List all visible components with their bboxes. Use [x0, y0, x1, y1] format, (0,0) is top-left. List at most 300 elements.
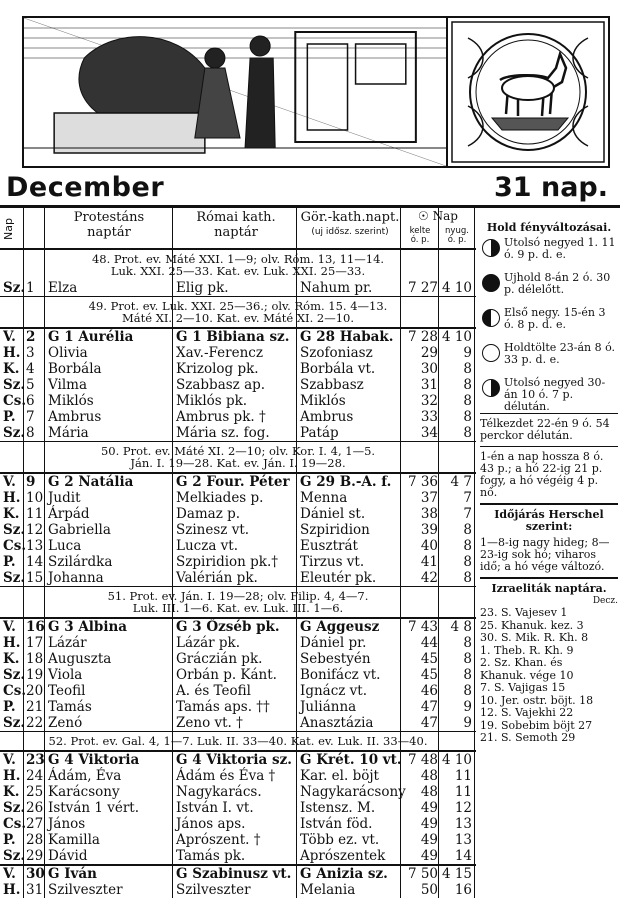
day-gor: Tirzus vt. [300, 554, 365, 570]
day-num: 10 [26, 490, 44, 506]
day-set: 13 [454, 832, 472, 848]
moon-phase-text: Első negy. 15-én 3 ó. 8 p. d. e. [504, 306, 606, 331]
day-rom: Xav.-Ferencz [176, 345, 263, 361]
day-prot: János [48, 816, 86, 832]
day-set: 8 [463, 683, 472, 699]
day-day: Sz. [3, 425, 26, 441]
calendar-day-row [0, 409, 476, 425]
day-day: Sz. [3, 377, 26, 393]
day-rise: 48 [420, 768, 438, 784]
day-day: P. [3, 409, 16, 425]
day-rise: 47 [420, 715, 438, 731]
calendar-day-row [0, 377, 476, 393]
day-set: 14 [454, 848, 472, 864]
day-num: 12 [26, 522, 44, 538]
day-set: 8 [463, 522, 472, 538]
moon-phase-text: Holdtölte 23-án 8 ó. 33 p. d. e. [504, 341, 616, 366]
day-num: 26 [26, 800, 44, 816]
table-header [0, 208, 476, 249]
day-rise: 45 [420, 651, 438, 667]
day-rise: 49 [420, 832, 438, 848]
jewish-calendar-item: 23. S. Vajesev 1 [480, 606, 568, 619]
day-set: 4 10 [441, 752, 472, 768]
day-day: K. [3, 361, 20, 377]
jewish-calendar-title: Izraeliták naptára. [491, 582, 607, 595]
day-rise: 49 [420, 800, 438, 816]
day-prot: G 4 Viktoria [48, 752, 140, 768]
day-num: 21 [26, 699, 44, 715]
calendar-day-row [0, 361, 476, 377]
calendar-day-row [0, 393, 476, 409]
capricorn-goat-emblem [448, 18, 608, 166]
day-set: 7 [463, 490, 472, 506]
day-rise: 7 43 [407, 619, 438, 635]
day-day: K. [3, 784, 20, 800]
day-day: P. [3, 832, 16, 848]
day-num: 3 [26, 345, 35, 361]
day-day: H. [3, 490, 21, 506]
day-gor: Szpiridion [300, 522, 370, 538]
day-set: 7 [463, 506, 472, 522]
day-rom: Szinesz vt. [176, 522, 250, 538]
day-day: V. [3, 619, 16, 635]
day-rom: G 2 Four. Péter [176, 474, 290, 490]
day-num: 27 [26, 816, 44, 832]
day-day: Sz. [3, 715, 26, 731]
jewish-calendar-item: 30. S. Mik. R. Kh. 8 [480, 631, 589, 644]
jewish-calendar-list [480, 607, 618, 745]
day-day: Cs. [3, 393, 27, 409]
day-prot: Elza [48, 280, 78, 296]
day-day: V. [3, 866, 16, 882]
day-gor: Dániel pr. [300, 635, 367, 651]
moon-phase-text: Utolsó negyed 1. 11 ó. 9 p. d. e. [504, 236, 616, 261]
day-set: 4 10 [441, 280, 472, 296]
day-day: K. [3, 506, 20, 522]
day-gor: Miklós [300, 393, 346, 409]
day-rise: 46 [420, 683, 438, 699]
day-set: 11 [454, 768, 472, 784]
moon-phase [480, 237, 618, 269]
day-prot: G 3 Albina [48, 619, 128, 635]
moon-phase [480, 307, 618, 339]
day-prot: Kamilla [48, 832, 100, 848]
gospel-reading: 50. Prot. ev. Máté XI. 2—10; olv. Kor. I. 4, 1—5. Ján. I. 19—28. Kat. ev. Ján. I. 19—28. [0, 441, 476, 472]
day-num: 11 [26, 506, 44, 522]
gospel-reading: 48. Prot. ev. Máté XXI. 1—9; olv. Róm. 13, 11—14. Luk. XXI. 25—33. Kat. ev. Luk. XXI. 25—33. [0, 249, 476, 280]
calendar-day-row [0, 882, 476, 898]
christmas-scene-illustration [24, 18, 448, 166]
calendar-day-row [0, 327, 476, 345]
gospel-reading: 51. Prot. ev. Ján. I. 19—28; olv. Filip. 4, 4—7. Luk. III. 1—6. Kat. ev. Luk. III. 1—6. [0, 586, 476, 617]
day-rise: 7 48 [407, 752, 438, 768]
calendar-day-row [0, 617, 476, 635]
calendar-day-row [0, 816, 476, 832]
calendar-day-row [0, 864, 476, 882]
day-day: Cs. [3, 816, 27, 832]
day-prot: Szilveszter [48, 882, 123, 898]
day-gor: G 28 Habak. [300, 329, 394, 345]
header-illustration [22, 16, 610, 168]
calendar-day-row [0, 472, 476, 490]
day-num: 14 [26, 554, 44, 570]
day-prot: Viola [48, 667, 83, 683]
day-gor: Borbála vt. [300, 361, 376, 377]
day-day: Sz. [3, 280, 26, 296]
day-set: 8 [463, 635, 472, 651]
day-rise: 47 [420, 699, 438, 715]
calendar-day-row [0, 715, 476, 731]
jewish-calendar-month: Decz. [592, 596, 618, 606]
sun-icon: ☉ [418, 209, 429, 223]
day-rom: Lucza vt. [176, 538, 239, 554]
day-gor: Szabbasz [300, 377, 364, 393]
day-rom: Mária sz. fog. [176, 425, 270, 441]
calendar-table [0, 208, 476, 898]
moon-phases-title: Hold fényváltozásai. [486, 221, 612, 234]
day-day: H. [3, 882, 21, 898]
day-rise: 41 [420, 554, 438, 570]
calendar-day-row [0, 554, 476, 570]
day-set: 8 [463, 361, 472, 377]
day-set: 4 8 [450, 619, 472, 635]
day-day: Sz. [3, 848, 26, 864]
day-prot: G 2 Natália [48, 474, 134, 490]
day-day: Sz. [3, 522, 26, 538]
day-set: 8 [463, 667, 472, 683]
last-quarter-moon-icon [482, 239, 500, 257]
calendar-day-row [0, 570, 476, 586]
day-set: 8 [463, 538, 472, 554]
day-gor: Kar. el. böjt [300, 768, 379, 784]
day-day: Sz. [3, 667, 26, 683]
day-rom: Tamás aps. †† [176, 699, 270, 715]
day-rom: Valérián pk. [176, 570, 258, 586]
jewish-calendar-item: 19. Sobebim böjt 27 [480, 718, 593, 732]
calendar-day-row [0, 768, 476, 784]
day-day: P. [3, 699, 16, 715]
calendar-day-row [0, 683, 476, 699]
day-num: 20 [26, 683, 44, 699]
day-rise: 39 [420, 522, 438, 538]
day-num: 30 [26, 866, 45, 882]
day-rom: Szilveszter [176, 882, 251, 898]
day-day: V. [3, 474, 16, 490]
day-rise: 48 [420, 784, 438, 800]
day-set: 8 [463, 393, 472, 409]
weather-title: Időjárás Herschel szerint: [494, 508, 604, 533]
day-rom: Krizolog pk. [176, 361, 259, 377]
day-gor: Menna [300, 490, 348, 506]
day-num: 15 [26, 570, 44, 586]
day-set: 8 [463, 425, 472, 441]
calendar-day-row [0, 635, 476, 651]
day-day: V. [3, 752, 16, 768]
day-rom: Elig pk. [176, 280, 229, 296]
calendar-day-row [0, 345, 476, 361]
day-gor: Juliánna [300, 699, 357, 715]
month-title: December [6, 172, 165, 203]
day-prot: István 1 vért. [48, 800, 140, 816]
day-rom: Szabbasz ap. [176, 377, 266, 393]
day-gor: Sebestyén [300, 651, 371, 667]
day-num: 29 [26, 848, 44, 864]
day-num: 7 [26, 409, 35, 425]
day-day: K. [3, 651, 20, 667]
day-prot: Judit [48, 490, 81, 506]
day-gor: G Krét. 10 vt. [300, 752, 402, 768]
day-rise: 31 [420, 377, 438, 393]
day-day: Sz. [3, 800, 26, 816]
day-set: 8 [463, 377, 472, 393]
day-prot: Vilma [48, 377, 87, 393]
day-day: P. [3, 554, 16, 570]
day-gor: Nagykarácsony [300, 784, 406, 800]
sidebar [480, 208, 618, 745]
gospel-reading: 52. Prot. ev. Gal. 4, 1—7. Luk. II. 33—40. Kat. ev. Luk. II. 33—40. [0, 731, 476, 750]
day-set: 12 [454, 800, 472, 816]
day-num: 9 [26, 474, 36, 490]
day-prot: Mária [48, 425, 89, 441]
day-num: 4 [26, 361, 35, 377]
day-rom: Aprószent. † [176, 832, 261, 848]
day-prot: Auguszta [48, 651, 112, 667]
day-num: 24 [26, 768, 44, 784]
gospel-reading: 49. Prot. ev. Luk. XXI. 25—36.; olv. Róm. 15. 4—13. Máté XI. 2—10. Kat. ev. Máté XI. 2—10. [0, 296, 476, 327]
day-gor: Patáp [300, 425, 339, 441]
calendar-day-row [0, 699, 476, 715]
day-num: 18 [26, 651, 44, 667]
day-rise: 44 [420, 635, 438, 651]
day-gor: Nahum pr. [300, 280, 373, 296]
day-set: 16 [454, 882, 472, 898]
day-prot: Olivia [48, 345, 88, 361]
calendar-day-row [0, 750, 476, 768]
day-num: 31 [26, 882, 44, 898]
calendar-day-row [0, 848, 476, 864]
day-gor: Eusztrát [300, 538, 358, 554]
moon-phase-text: Ujhold 8-án 2 ó. 30 p. délelőtt. [504, 271, 611, 296]
day-set: 4 7 [450, 474, 472, 490]
day-rise: 40 [420, 538, 438, 554]
day-rom: Melkiades p. [176, 490, 264, 506]
day-num: 1 [26, 280, 35, 296]
jewish-calendar-item: 10. Jer. ostr. böjt. 18 [480, 693, 594, 707]
day-rise: 42 [420, 570, 438, 586]
day-num: 6 [26, 393, 35, 409]
jewish-calendar-item: 21. S. Semoth 29 [480, 731, 576, 744]
day-gor: G 29 B.-A. f. [300, 474, 392, 490]
day-gor: G Aggeusz [300, 619, 380, 635]
day-prot: Lázár [48, 635, 87, 651]
day-rise: 50 [420, 882, 438, 898]
day-gor: Dániel st. [300, 506, 366, 522]
day-day: Sz. [3, 570, 26, 586]
day-rom: Damaz p. [176, 506, 241, 522]
day-set: 4 10 [441, 329, 472, 345]
day-prot: Szilárdka [48, 554, 113, 570]
day-prot: Karácsony [48, 784, 120, 800]
day-prot: Zenó [48, 715, 83, 731]
day-rom: István I. vt. [176, 800, 254, 816]
day-num: 8 [26, 425, 35, 441]
day-rise: 32 [420, 393, 438, 409]
day-rise: 34 [420, 425, 438, 441]
calendar-day-row [0, 425, 476, 441]
day-rom: Tamás pk. [176, 848, 246, 864]
weather-forecast: 1—8-ig nagy hideg; 8—23-ig sok hó; viharos idő; a hó vége változó. [480, 536, 610, 573]
moon-phase-text: Utolsó negyed 30-án 10 ó. 7 p. délután. [504, 376, 606, 413]
days-count: 31 nap. [494, 172, 608, 203]
first-quarter-moon-icon [482, 309, 500, 327]
day-rise: 30 [420, 361, 438, 377]
day-length: 1-én a nap hossza 8 ó. 43 p.; a hó 22-ig 21 p. fogy, a hó végéig 4 p. nő. [480, 450, 604, 499]
day-day: H. [3, 768, 21, 784]
jewish-calendar-item: 2. Sz. Khan. és [480, 656, 563, 669]
day-num: 5 [26, 377, 35, 393]
col-header-protestant: Protestáns naptár [73, 210, 145, 240]
day-set: 8 [463, 409, 472, 425]
day-rom: Ádám és Éva † [176, 768, 276, 784]
calendar-day-row [0, 784, 476, 800]
moon-phase [480, 272, 618, 304]
day-gor: Eleutér pk. [300, 570, 377, 586]
new-moon-icon [482, 274, 500, 292]
day-num: 19 [26, 667, 44, 683]
day-gor: Istensz. M. [300, 800, 376, 816]
day-num: 17 [26, 635, 44, 651]
day-gor: Szofoniasz [300, 345, 373, 361]
jewish-calendar-item: 25. Khanuk. kez. 3 [480, 618, 584, 632]
day-set: 4 15 [441, 866, 472, 882]
calendar-day-row [0, 280, 476, 296]
day-gor: G Anizia sz. [300, 866, 388, 882]
day-prot: Ambrus [48, 409, 102, 425]
day-rise: 45 [420, 667, 438, 683]
day-prot: Teofil [48, 683, 86, 699]
day-rise: 7 36 [407, 474, 438, 490]
day-prot: Gabriella [48, 522, 111, 538]
day-gor: Bonifácz vt. [300, 667, 381, 683]
day-num: 28 [26, 832, 44, 848]
day-num: 23 [26, 752, 45, 768]
col-header-roman: Római kath. naptár [196, 210, 276, 240]
day-rom: Lázár pk. [176, 635, 241, 651]
calendar-day-row [0, 667, 476, 683]
day-num: 22 [26, 715, 44, 731]
day-gor: Ambrus [300, 409, 354, 425]
day-rom: Orbán p. Kánt. [176, 667, 277, 683]
day-rom: Gráczián pk. [176, 651, 263, 667]
day-day: Cs. [3, 538, 27, 554]
day-rom: G Szabinusz vt. [176, 866, 292, 882]
day-prot: Dávid [48, 848, 88, 864]
jewish-calendar-item: 1. Theb. R. Kh. 9 [480, 643, 574, 657]
day-gor: Melania [300, 882, 356, 898]
day-set: 13 [454, 816, 472, 832]
day-prot: G 1 Aurélia [48, 329, 134, 345]
calendar-day-row [0, 832, 476, 848]
day-set: 9 [463, 345, 472, 361]
day-rise: 33 [420, 409, 438, 425]
day-prot: Árpád [48, 506, 90, 522]
moon-phase [480, 342, 618, 374]
jewish-calendar-item: Khanuk. vége 10 [480, 668, 574, 682]
day-rom: G 3 Őzséb pk. [176, 619, 280, 635]
day-prot: G Iván [48, 866, 97, 882]
day-rom: A. és Teofil [176, 683, 251, 699]
calendar-day-row [0, 651, 476, 667]
day-day: V. [3, 329, 16, 345]
day-rise: 49 [420, 848, 438, 864]
day-set: 9 [463, 699, 472, 715]
day-set: 8 [463, 554, 472, 570]
day-rom: Szpiridion pk.† [176, 554, 279, 570]
day-prot: Miklós [48, 393, 94, 409]
jewish-calendar-item: 12. S. Vajekhi 22 [480, 706, 574, 719]
day-day: H. [3, 635, 21, 651]
day-rise: 37 [420, 490, 438, 506]
day-gor: Ignácz vt. [300, 683, 368, 699]
day-gor: Aprószentek [300, 848, 386, 864]
day-prot: Borbála [48, 361, 102, 377]
day-gor: István föd. [300, 816, 373, 832]
day-num: 25 [26, 784, 44, 800]
full-moon-icon [482, 344, 500, 362]
jewish-calendar-item: 7. S. Vajigas 15 [480, 681, 566, 694]
day-set: 8 [463, 651, 472, 667]
day-prot: Tamás [48, 699, 92, 715]
day-gor: Több ez. vt. [300, 832, 380, 848]
day-set: 8 [463, 570, 472, 586]
day-rom: Miklós pk. [176, 393, 248, 409]
day-day: Cs. [3, 683, 27, 699]
day-rom: G 4 Viktoria sz. [176, 752, 292, 768]
day-gor: Anasztázia [300, 715, 374, 731]
day-rise: 38 [420, 506, 438, 522]
calendar-day-row [0, 490, 476, 506]
col-header-sun: ☉ Nap kelte ó. p. nyug. ó. p. [409, 209, 469, 245]
day-num: 16 [26, 619, 45, 635]
day-num: 13 [26, 538, 44, 554]
day-rise: 49 [420, 816, 438, 832]
day-prot: Johanna [48, 570, 104, 586]
day-rom: G 1 Bibiana sz. [176, 329, 290, 345]
col-header-nap: Nap [2, 218, 15, 240]
day-rom: Nagykarács. [176, 784, 262, 800]
calendar-day-row [0, 506, 476, 522]
calendar-day-row [0, 522, 476, 538]
day-rise: 7 50 [407, 866, 438, 882]
day-rise: 7 28 [407, 329, 438, 345]
day-set: 9 [463, 715, 472, 731]
day-rom: Zeno vt. † [176, 715, 243, 731]
day-prot: Ádám, Éva [48, 768, 122, 784]
moon-phase [480, 376, 618, 413]
day-day: H. [3, 345, 21, 361]
last-quarter-moon-icon [482, 379, 500, 397]
col-header-greek: Gör.-kath.napt. (uj idősz. szerint) [300, 210, 400, 237]
day-rise: 7 27 [407, 280, 438, 296]
day-prot: Luca [48, 538, 82, 554]
day-set: 11 [454, 784, 472, 800]
calendar-day-row [0, 538, 476, 554]
calendar-day-row [0, 800, 476, 816]
day-rom: János aps. [176, 816, 246, 832]
winter-start: Télkezdet 22-én 9 ó. 54 perckor délután. [480, 417, 610, 442]
day-rom: Ambrus pk. † [176, 409, 266, 425]
day-rise: 29 [420, 345, 438, 361]
